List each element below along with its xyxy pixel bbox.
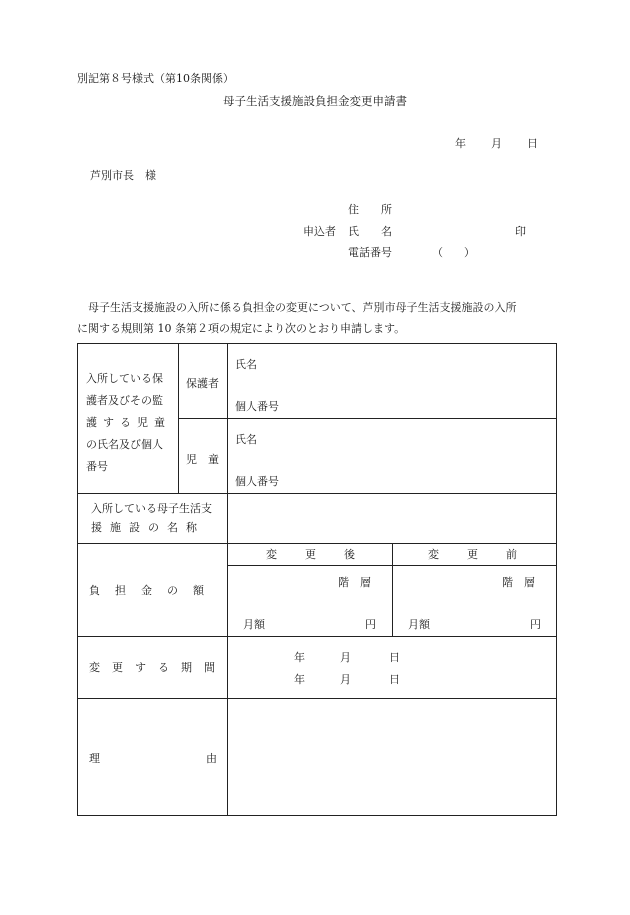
period-start-year: 年 xyxy=(294,651,305,664)
form-number-label: 別記第８号様式（第10条関係） xyxy=(77,72,234,85)
resident-header-line-1: 入所している保 xyxy=(86,372,163,385)
before-tier-label: 階 層 xyxy=(502,576,535,589)
phone-paren-open: （ xyxy=(432,246,443,259)
period-end-month: 月 xyxy=(340,673,351,686)
period-start-day: 日 xyxy=(389,651,400,664)
reason-field[interactable] xyxy=(228,699,556,815)
burden-header: 負担金の額 xyxy=(89,584,219,597)
period-start-month: 月 xyxy=(340,651,351,664)
document-title: 母子生活支援施設負担金変更申請書 xyxy=(223,94,407,108)
date-year-label: 年 xyxy=(455,137,466,150)
after-change-header: 変更後 xyxy=(266,548,383,561)
guardian-id-label: 個人番号 xyxy=(235,400,279,413)
address-label: 住 所 xyxy=(348,203,392,216)
after-monthly-label: 月額 xyxy=(243,618,265,631)
request-statement-line-2: に関する規則第 10 条第２項の規定により次のとおり申請します。 xyxy=(77,322,406,335)
reason-header-text: 理 由 xyxy=(89,752,217,765)
date-day-label: 日 xyxy=(527,137,538,150)
resident-header-line-2: 護者及びその監 xyxy=(86,394,163,407)
period-end-day: 日 xyxy=(389,673,400,686)
before-yen-label: 円 xyxy=(530,618,541,631)
application-table xyxy=(77,343,557,816)
child-id-label: 個人番号 xyxy=(235,475,279,488)
guardian-name-label: 氏名 xyxy=(235,358,257,371)
before-change-header: 変更前 xyxy=(428,548,545,561)
facility-name-field[interactable] xyxy=(228,494,556,542)
request-statement xyxy=(77,297,557,339)
request-statement-line-1: 母子生活支援施設の入所に係る負担金の変更について、芦別市母子生活支援施設の入所 xyxy=(88,301,517,314)
resident-header-line-3: 護する児童 xyxy=(86,416,171,429)
applicant-label: 申込者 xyxy=(303,225,336,238)
period-header: 変更する期間 xyxy=(89,661,227,674)
child-name-label: 氏名 xyxy=(235,433,257,446)
resident-header-line-5: 番号 xyxy=(86,460,108,473)
after-yen-label: 円 xyxy=(365,618,376,631)
facility-header-line-1: 入所している母子生活支 xyxy=(91,502,212,515)
guardian-label: 保護者 xyxy=(186,377,219,390)
facility-header xyxy=(91,499,219,537)
applicant-name-label: 氏 名 xyxy=(348,225,392,238)
addressee: 芦別市長 様 xyxy=(90,169,156,182)
resident-header-line-4: の氏名及び個人 xyxy=(86,438,163,451)
resident-header xyxy=(86,368,172,478)
reason-header xyxy=(89,750,217,766)
facility-header-line-2: 援施設の名称 xyxy=(91,521,205,534)
before-monthly-label: 月額 xyxy=(408,618,430,631)
period-end-year: 年 xyxy=(294,673,305,686)
phone-label: 電話番号 xyxy=(348,246,392,259)
phone-paren-close: ） xyxy=(464,246,475,259)
after-tier-label: 階 層 xyxy=(338,576,371,589)
date-month-label: 月 xyxy=(491,137,502,150)
child-label: 児 童 xyxy=(186,453,219,466)
seal-mark: 印 xyxy=(515,225,526,238)
